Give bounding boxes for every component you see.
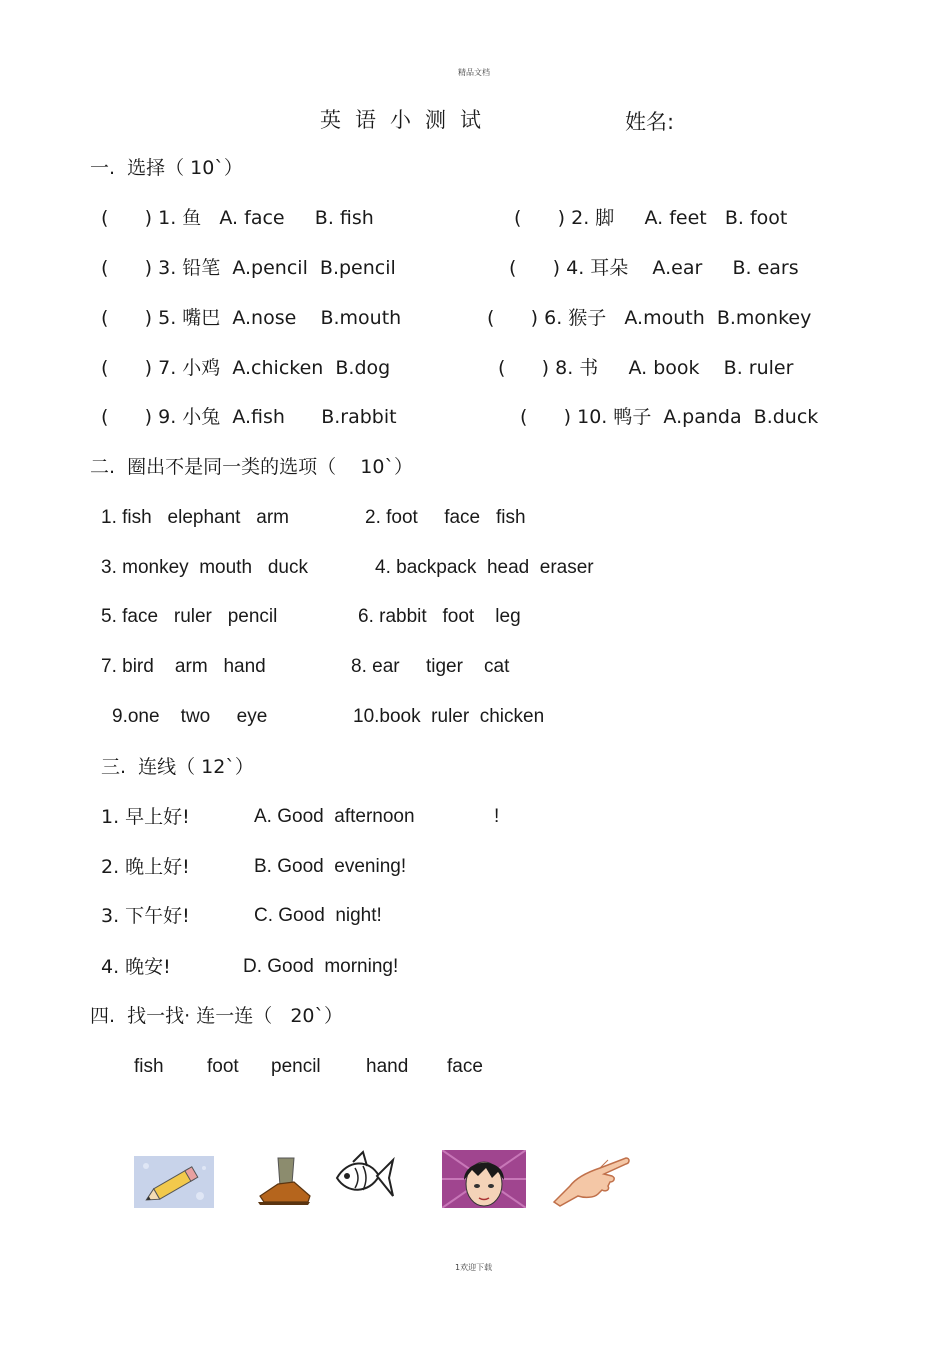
choice-item: ( ) 3. 铅笔 A.pencil B.pencil — [101, 257, 396, 279]
odd-one-out-item: 3. monkey mouth duck — [101, 557, 308, 578]
word-fish: fish — [134, 1056, 164, 1077]
choice-item: ( ) 8. 书 A. book B. ruler — [498, 357, 794, 379]
odd-one-out-item: 6. rabbit foot leg — [358, 606, 521, 627]
choice-item: ( ) 7. 小鸡 A.chicken B.dog — [101, 357, 391, 379]
odd-one-out-item: 4. backpack head eraser — [375, 557, 594, 578]
word-face: face — [447, 1056, 483, 1077]
choice-item: ( ) 9. 小兔 A.fish B.rabbit — [101, 406, 397, 428]
odd-one-out-item: 5. face ruler pencil — [101, 606, 278, 627]
section2-heading: 二. 圈出不是同一类的选项（ 10`） — [90, 456, 413, 478]
section3-heading: 三. 连线（ 12`） — [101, 756, 254, 778]
odd-one-out-item: 1. fish elephant arm — [101, 507, 289, 528]
match-left-item: 2. 晚上好! — [101, 856, 190, 878]
odd-one-out-item: 2. foot face fish — [365, 507, 526, 528]
word-pencil: pencil — [271, 1056, 321, 1077]
match-right-item: A. Good afternoon — [254, 806, 415, 827]
choice-item: ( ) 1. 鱼 A. face B. fish — [101, 207, 374, 229]
match-left-item: 1. 早上好! — [101, 806, 190, 828]
foot-icon — [254, 1156, 314, 1208]
choice-item: ( ) 5. 嘴巴 A.nose B.mouth — [101, 307, 402, 329]
section4-heading: 四. 找一找· 连一连（ 20`） — [90, 1005, 343, 1027]
choice-item: ( ) 2. 脚 A. feet B. foot — [514, 207, 788, 229]
match-right-item: D. Good morning! — [243, 956, 399, 977]
choice-item: ( ) 10. 鸭子 A.panda B.duck — [520, 406, 819, 428]
page-title: 英语小测试 — [320, 108, 495, 132]
face-icon — [442, 1150, 526, 1208]
word-hand: hand — [366, 1056, 409, 1077]
footer-note: 1欢迎下载 — [455, 1263, 493, 1272]
choice-item: ( ) 6. 猴子 A.mouth B.monkey — [487, 307, 812, 329]
match-left-item: 4. 晚安! — [101, 956, 171, 978]
match-right-item: B. Good evening! — [254, 856, 407, 877]
odd-one-out-item: 7. bird arm hand — [101, 656, 266, 677]
fish-icon — [333, 1150, 395, 1205]
word-foot: foot — [207, 1056, 239, 1077]
odd-one-out-item: 10.book ruler chicken — [353, 706, 545, 727]
pencil-icon — [134, 1156, 214, 1208]
match-left-item: 3. 下午好! — [101, 905, 190, 927]
odd-one-out-item: 9.one two eye — [112, 706, 268, 727]
section1-heading: 一. 选择（ 10`） — [90, 157, 243, 179]
name-label: 姓名: — [625, 110, 675, 134]
hand-icon — [550, 1150, 630, 1208]
choice-item: ( ) 4. 耳朵 A.ear B. ears — [509, 257, 799, 279]
match-right-item: C. Good night! — [254, 905, 382, 926]
odd-one-out-item: 8. ear tiger cat — [351, 656, 510, 677]
header-note: 精品文档 — [458, 68, 490, 77]
stray-exclamation: ! — [494, 806, 500, 827]
